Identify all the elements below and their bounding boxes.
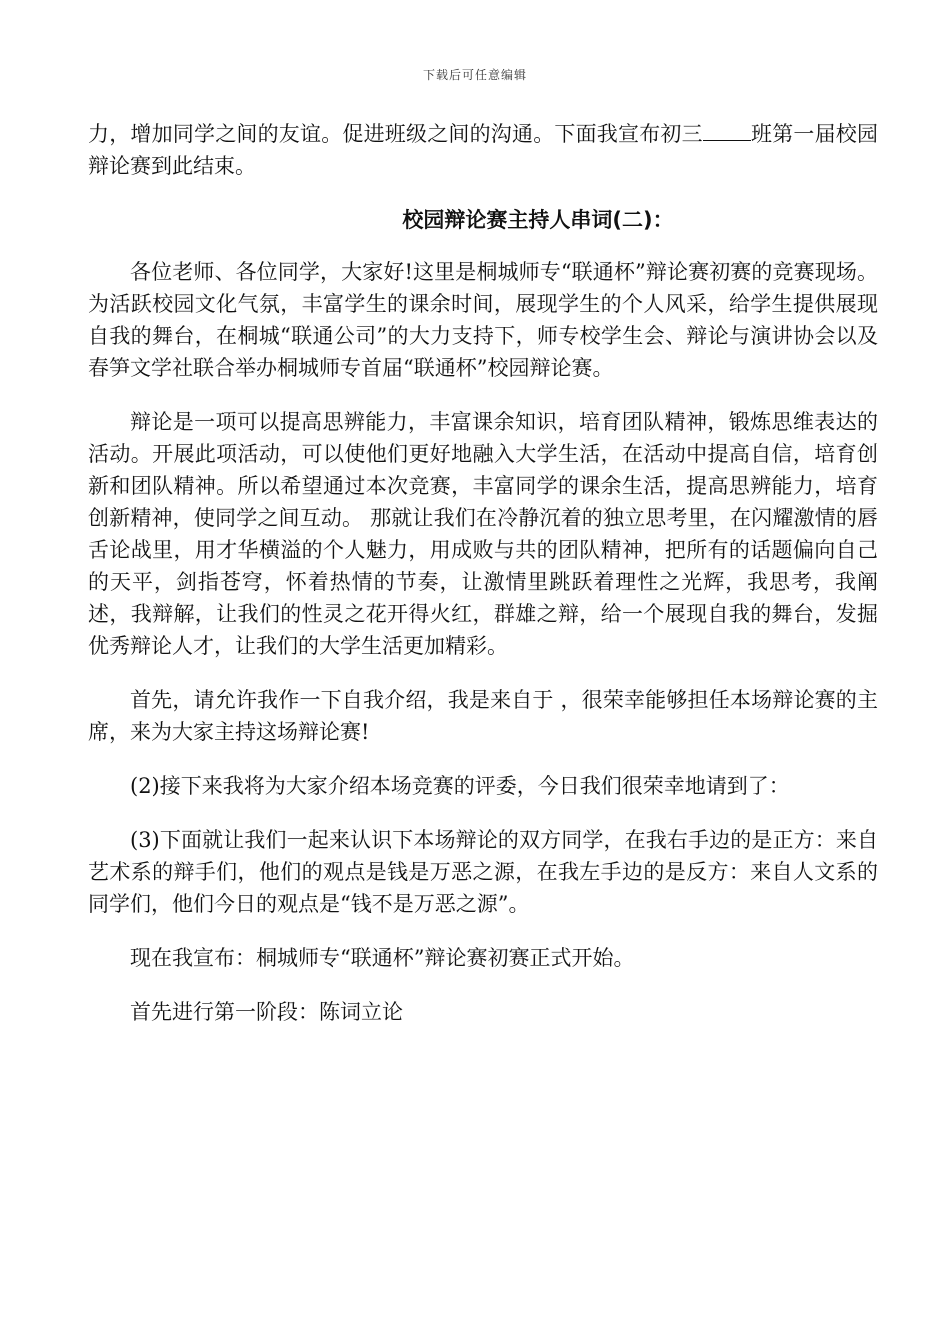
- paragraph-first-stage: 首先进行第一阶段：陈词立论: [130, 1000, 403, 1024]
- section-heading: 校园辩论赛主持人串词(二)：: [402, 208, 674, 232]
- page-header-note: 下载后可任意编辑: [422, 68, 527, 82]
- paragraph-judges-intro: (2)接下来我将为大家介绍本场竞赛的评委，今日我们很荣幸地请到了：: [130, 774, 790, 798]
- paragraph-start-announcement: 现在我宣布：桐城师专“联通杯”辩论赛初赛正式开始。: [130, 946, 635, 970]
- paragraph-self-intro: 首先，请允许我作一下自我介绍，我是来自于 ，很荣幸能够担任本场辩论赛的主席，来为大家主持这场辩论赛!: [88, 688, 878, 744]
- paragraph-closing-text-a: 力，增加同学之间的友谊。促进班级之间的沟通。下面我宣布初三: [88, 122, 703, 146]
- paragraph-debate-purpose: 辩论是一项可以提高思辨能力，丰富课余知识，培育团队精神，锻炼思维表达的活动。开展此项活动，可以使他们更好地融入大学生活，在活动中提高自信，培育创新和团队精神。所以希望通过本次竞赛，丰富同学的课余生活，提高思辨能力，培育创新精神，使同学之间互动。 那就让我们在冷静沉着的独立思考里，在闪耀激情的唇舌论战里，用才华横溢的个人魅力，用成败与共的团队精神，把所有的话题偏向自己的天平，剑指苍穹，怀着热情的节奏，让激情里跳跃着理性之光辉，我思考，我阐述，我辩解，让我们的性灵之花开得火红，群雄之辩，给一个展现自我的舞台，发掘优秀辩论人才，让我们的大学生活更加精彩。: [88, 410, 878, 658]
- paragraph-closing-text-b: 班第一届校园辩论赛到此结束。: [88, 122, 879, 178]
- paragraph-teams-intro: (3)下面就让我们一起来认识下本场辩论的双方同学，在我右手边的是正方：来自艺术系的辩手们，他们的观点是钱是万恶之源，在我左手边的是反方：来自人文系的同学们，他们今日的观点是“钱不是万恶之源”。: [88, 828, 878, 916]
- paragraph-welcome: 各位老师、各位同学，大家好!这里是桐城师专“联通杯”辩论赛初赛的竞赛现场。为活跃校园文化气氛，丰富学生的课余时间，展现学生的个人风采，给学生提供展现自我的舞台，在桐城“联通公司”的大力支持下，师专校学生会、辩论与演讲协会以及春笋文学社联合举办桐城师专首届“联通杯”校园辩论赛。: [88, 260, 878, 380]
- fill-in-blank: [703, 122, 751, 141]
- document-body: [88, 118, 878, 1050]
- paragraph-closing: [88, 118, 878, 182]
